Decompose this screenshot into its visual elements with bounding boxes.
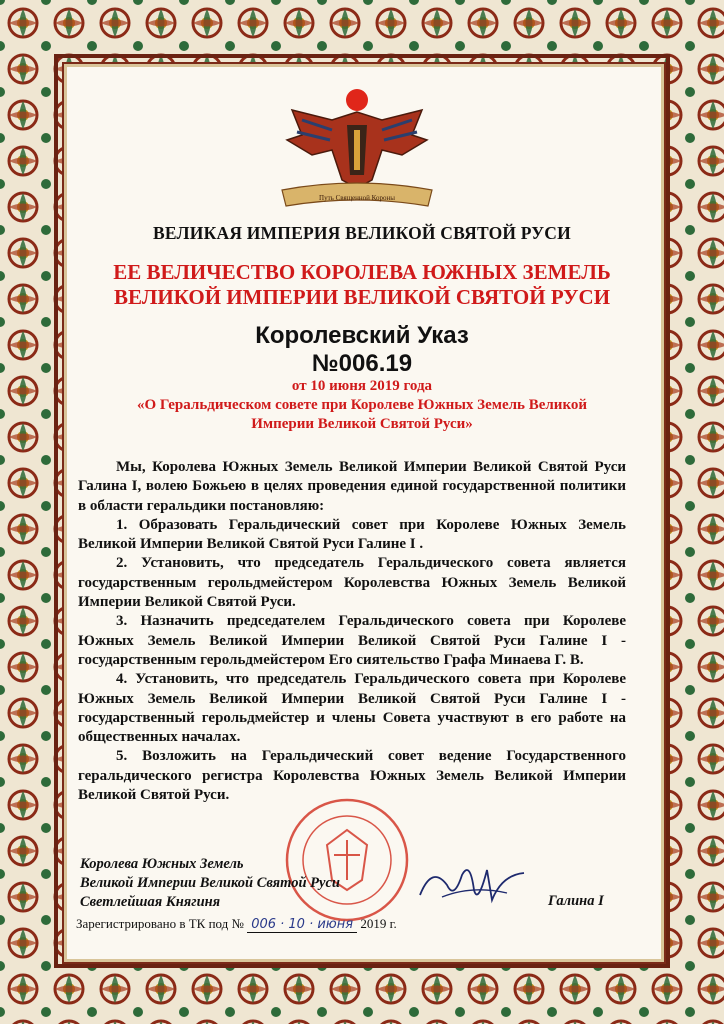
signatory-line2: Великой Империи Великой Святой Руси <box>80 875 340 891</box>
decree-item: 3. Назначить председателем Геральдического совета при Королеве Южных Земель Великой Империи Великой Святой Руси Галине I - государственным герольдмейстером Его сиятельство Графа Минаева Г. В. <box>78 613 626 668</box>
decree-body <box>78 458 626 805</box>
decree-number: №006.19 <box>311 350 413 377</box>
emblem-banner-text: Путь Священной Короны <box>319 194 395 202</box>
empire-heading: ВЕЛИКАЯ ИМПЕРИЯ ВЕЛИКОЙ СВЯТОЙ РУСИ <box>153 223 571 243</box>
signatory-block <box>80 855 340 912</box>
signatory-line3: Светлейшая Княгиня <box>80 894 221 910</box>
handwritten-signature <box>412 855 532 910</box>
signatory-name: Галина I <box>548 893 604 909</box>
registration-prefix: Зарегистрировано в ТК под № <box>76 916 244 931</box>
registration-line <box>76 916 397 933</box>
decree-item: 2. Установить, что председатель Геральдического совета является государственным герольдмейстером Королевства Южных Земель Великой Империи Великой Святой Руси. <box>78 555 626 611</box>
decree-date: от 10 июня 2019 года <box>291 378 433 394</box>
signatory-line1: Королева Южных Земель <box>80 856 244 872</box>
decree-intro: Мы, Королева Южных Земель Великой Империи Великой Святой Руси Галина I, волею Божьею в целях проведения единой государственной политики в области геральдики постановляю: <box>78 459 626 514</box>
decree-title: Королевский Указ <box>255 322 469 349</box>
eagle-crest-icon <box>272 80 442 220</box>
registration-number-handwritten: 006 · 10 · июня <box>247 917 357 933</box>
decree-subject-line1: «О Геральдическом совете при Королеве Южных Земель Великой <box>136 397 588 413</box>
queen-title-line1: ЕЕ ВЕЛИЧЕСТВО КОРОЛЕВА ЮЖНЫХ ЗЕМЕЛЬ <box>113 260 611 284</box>
decree-item: 1. Образовать Геральдический совет при Королеве Южных Земель Великой Империи Великой Святой Руси Галине I . <box>78 516 626 553</box>
queen-title-line2: ВЕЛИКОЙ ИМПЕРИИ ВЕЛИКОЙ СВЯТОЙ РУСИ <box>113 285 611 309</box>
decree-subject-line2: Империи Великой Святой Руси» <box>251 416 473 432</box>
registration-suffix: 2019 г. <box>360 916 397 931</box>
decree-item: 5. Возложить на Геральдический совет ведение Государственного геральдического регистра Королевства Южных Земель Великой Империи Великой Святой Руси. <box>78 748 626 804</box>
decree-item: 4. Установить, что председатель Геральдического совета при Королеве Южных Земель Великой Империи Великой Святой Руси Галине I - государственный герольдмейстер и члены Совета участвуют в его работе на общественных началах. <box>78 671 626 746</box>
